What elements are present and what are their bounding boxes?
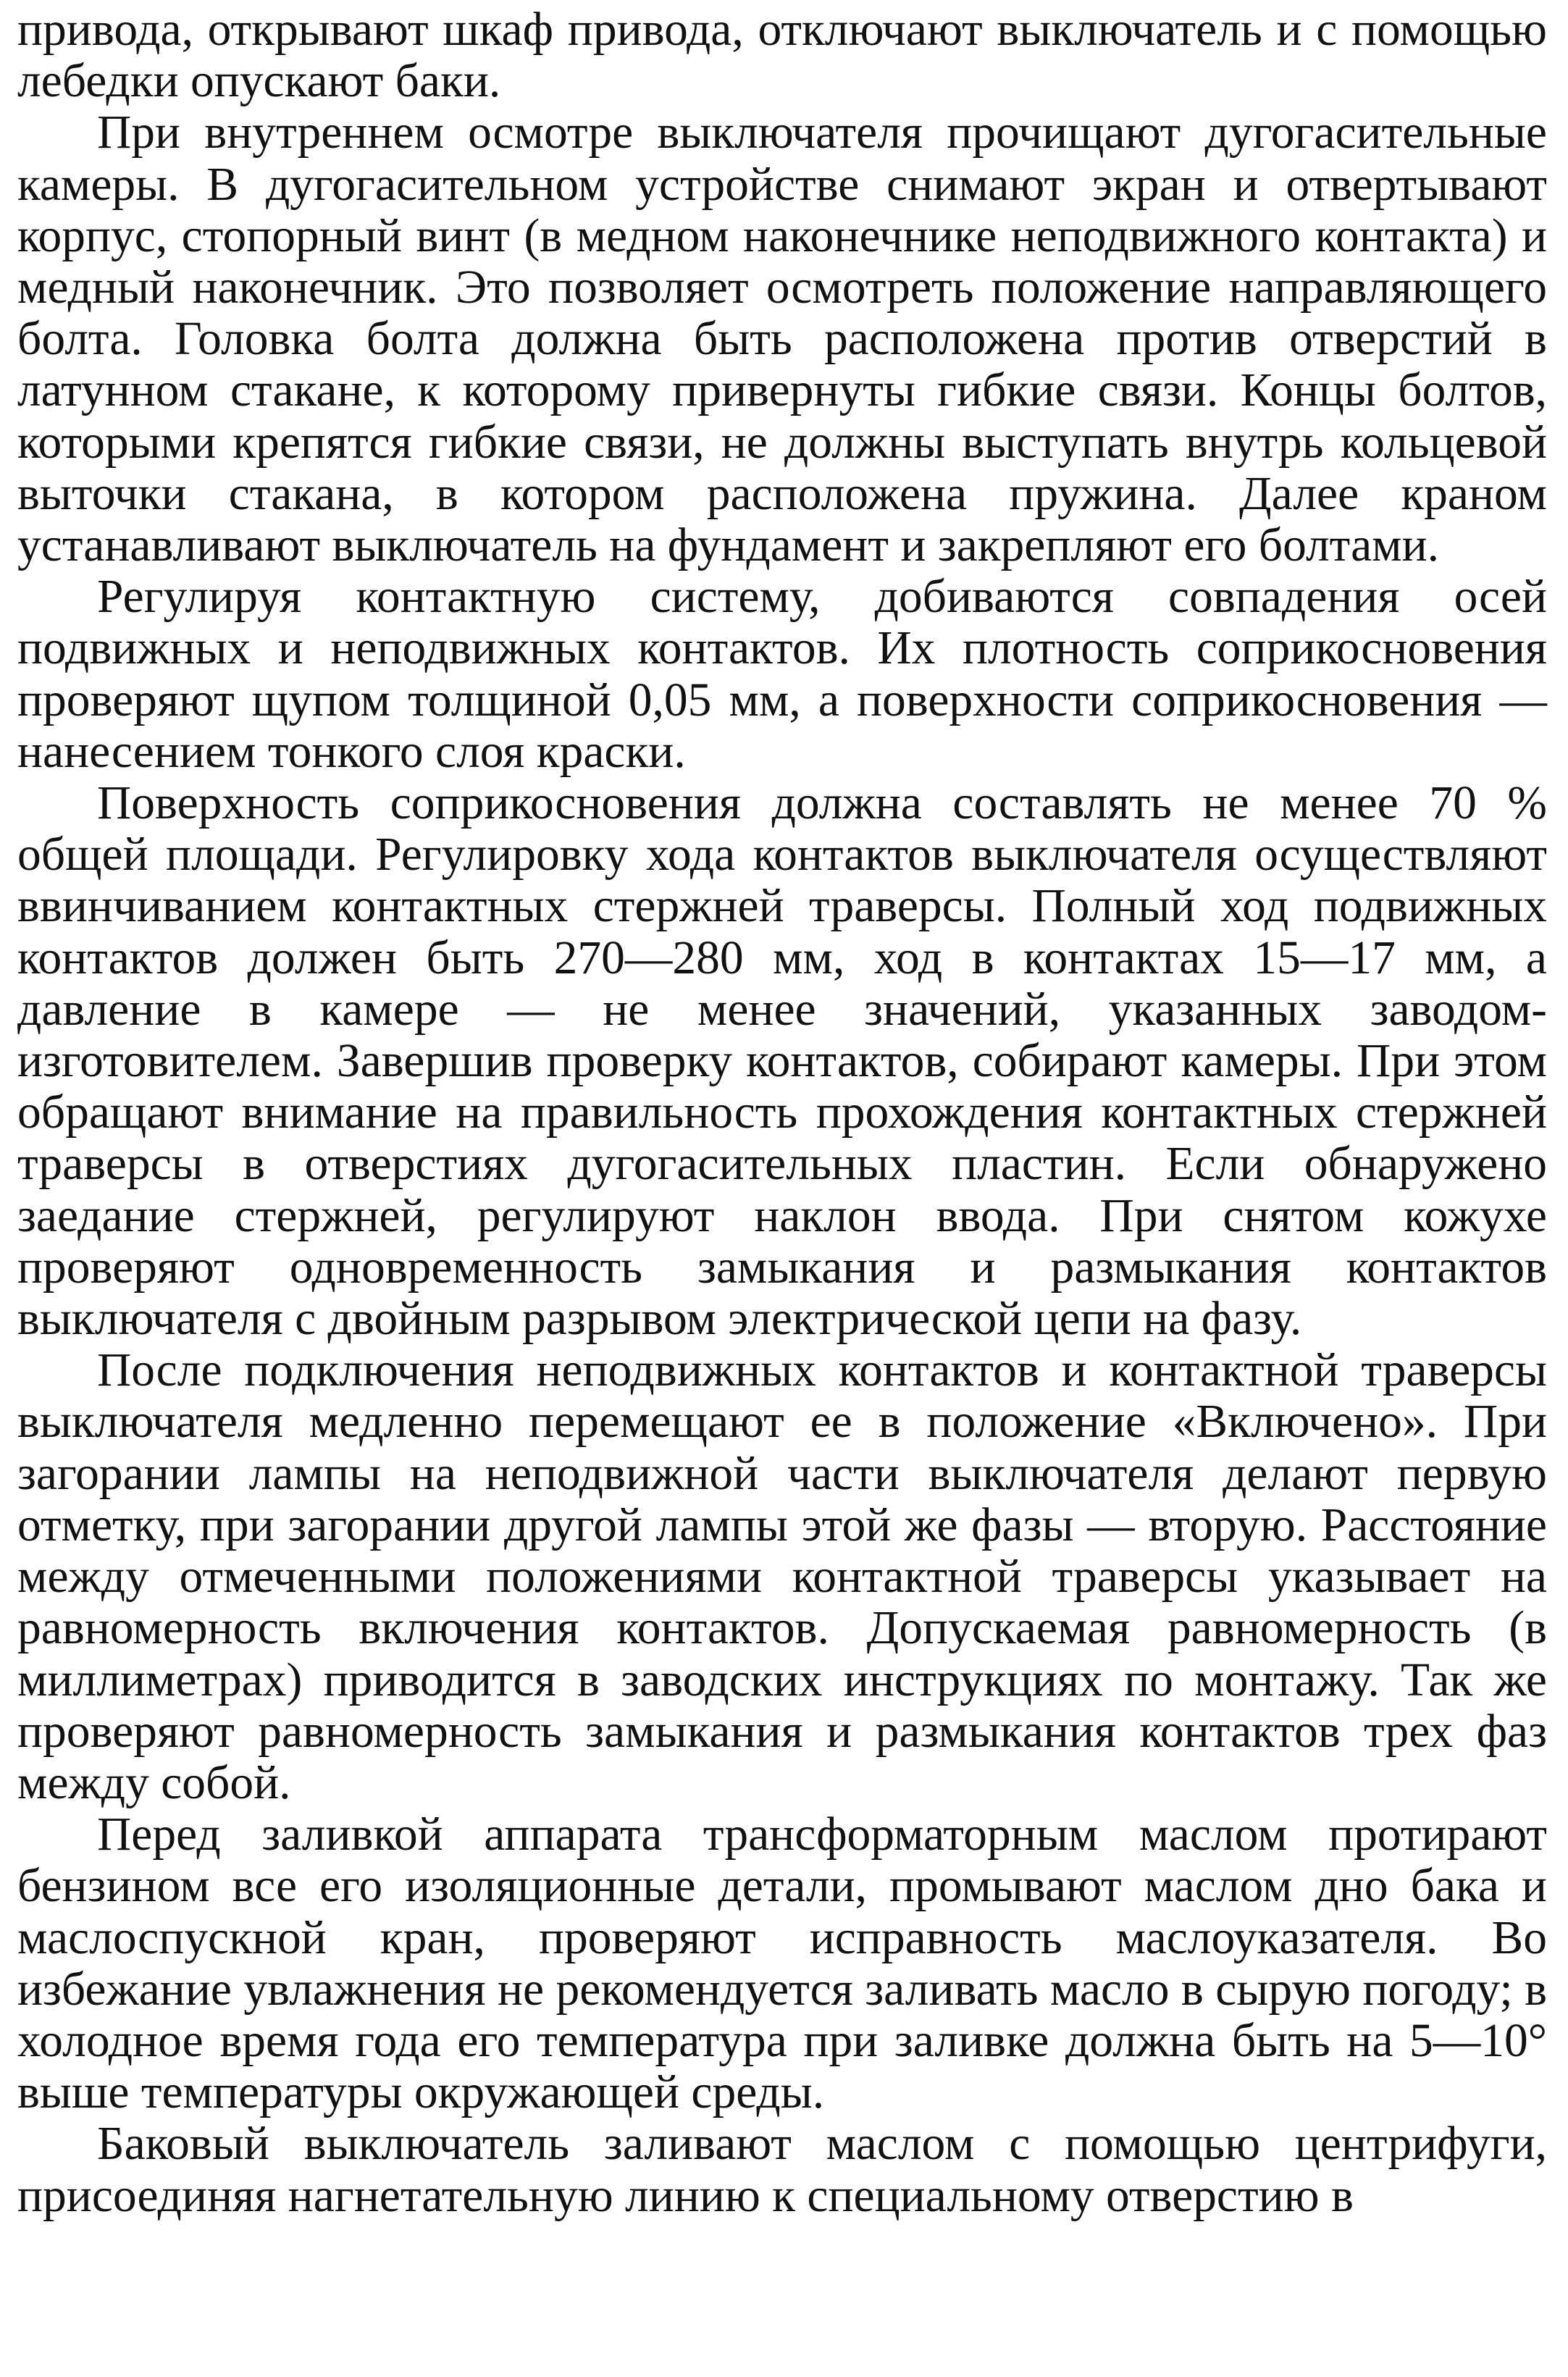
paragraph-contact-adjustment: Регулируя контактную систему, добиваются совпадения осей подвижных и неподвижных контактов. Их плотность соприкосновения проверяют щупом толщиной 0,05 мм, а поверхности соприкосновения — нанесением тонкого слоя краски. xyxy=(17,571,1547,778)
paragraph-contact-uniformity: После подключения неподвижных контактов и контактной траверсы выключателя медленно перемещают ее в положение «Включено». При загорании лампы на неподвижной части выключателя делают первую отметку, при загорании другой лампы этой же фазы — вторую. Расстояние между отмеченными положениями контактной траверсы указывает на равномерность включения контактов. Допускаемая равномерность (в миллиметрах) приводится в заводских инструкциях по монтажу. Так же проверяют равномерность замыкания и размыкания контактов трех фаз между собой. xyxy=(17,1344,1547,1809)
paragraph-oil-filling-prep: Перед заливкой аппарата трансформаторным маслом протирают бензином все его изоляционные детали, промывают маслом дно бака и маслоспускной кран, проверяют исправность маслоуказателя. Во избежание увлажнения не рекомендуется заливать масло в сырую погоду; в холодное время года его температура при заливке должна быть на 5—10° выше температуры окружающей среды. xyxy=(17,1808,1547,2119)
document-page xyxy=(17,4,1547,2222)
paragraph-oil-filling: Баковый выключатель заливают маслом с помощью центрифуги, присоединяя нагнетательную линию к специальному отверстию в xyxy=(17,2118,1547,2222)
paragraph-internal-inspection: При внутреннем осмотре выключателя прочищают дугогасительные камеры. В дугогасительном устройстве снимают экран и отвертывают корпус, стопорный винт (в медном наконечнике неподвижного контакта) и медный наконечник. Это позволяет осмотреть положение направляющего болта. Головка болта должна быть расположена против отверстий в латунном стакане, к которому привернуты гибкие связи. Концы болтов, которыми крепятся гибкие связи, не должны выступать внутрь кольцевой выточки стакана, в котором расположена пружина. Далее краном устанавливают выключатель на фундамент и закрепляют его болтами. xyxy=(17,106,1547,572)
paragraph-continuation: привода, открывают шкаф привода, отключают выключатель и с помощью лебедки опускают баки. xyxy=(17,4,1547,108)
paragraph-contact-surface: Поверхность соприкосновения должна составлять не менее 70 % общей площади. Регулировку хода контактов выключателя осуществляют ввинчиванием контактных стержней траверсы. Полный ход подвижных контактов должен быть 270—280 мм, ход в контактах 15—17 мм, а давление в камере — не менее значений, указанных заводом-изготовителем. Завершив проверку контактов, собирают камеры. При этом обращают внимание на правильность прохождения контактных стержней траверсы в отверстиях дугогасительных пластин. Если обнаружено заедание стержней, регулируют наклон ввода. При снятом кожухе проверяют одновременность замыкания и размыкания контактов выключателя с двойным разрывом электрической цепи на фазу. xyxy=(17,777,1547,1346)
